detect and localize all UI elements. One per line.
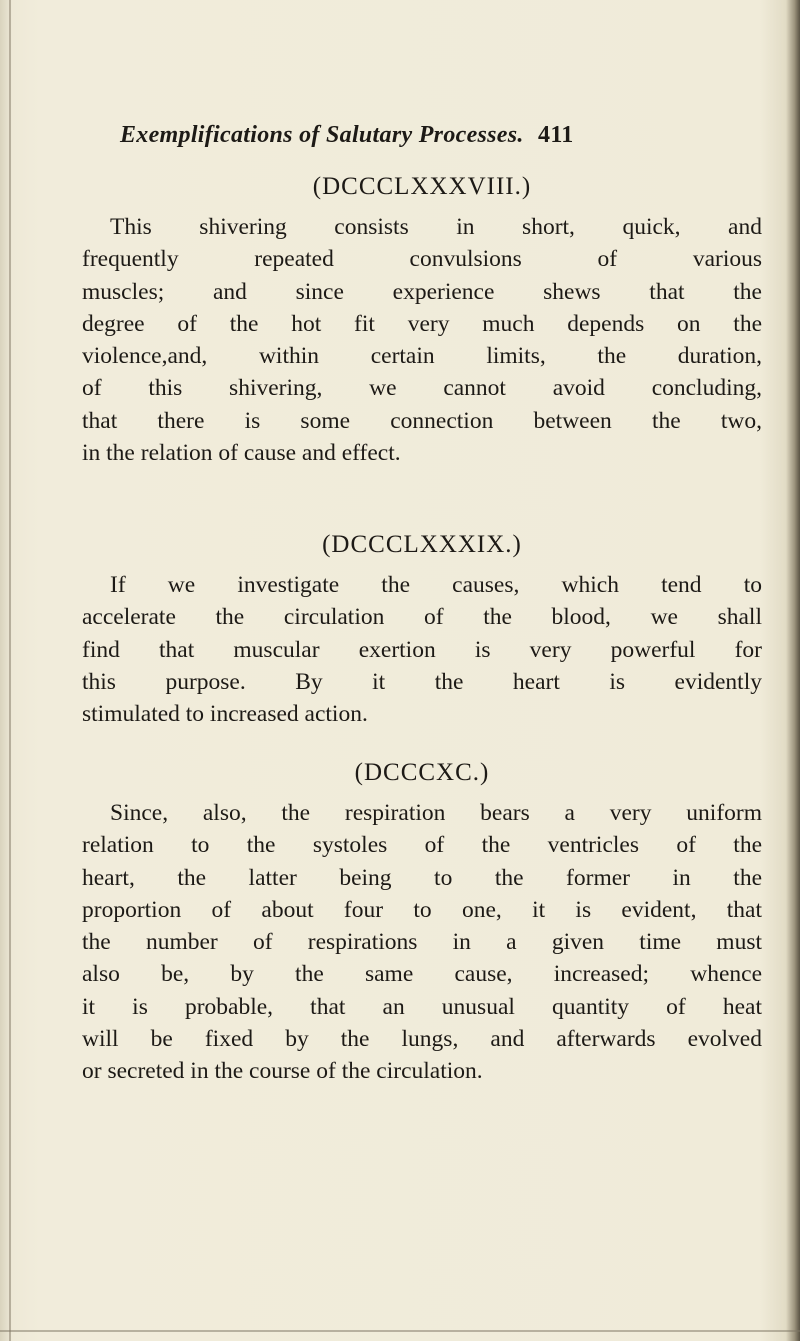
text-line: this purpose. By it the heart is evidently: [82, 668, 762, 695]
text-line: violence,and, within certain limits, the duration,: [82, 343, 762, 370]
spine-shadow: [786, 0, 800, 1341]
text-line: frequently repeated convulsions of various: [82, 246, 762, 273]
section-heading: (DCCCLXXXIX.): [322, 531, 522, 558]
section-dccclxxxviii: [82, 173, 762, 469]
text-line: accelerate the circulation of the blood, we shall: [82, 604, 762, 631]
text-line: the number of respirations in a given time must: [82, 929, 762, 956]
text-line: stimulated to increased action.: [82, 701, 368, 728]
text-line: that there is some connection between the two,: [82, 407, 762, 434]
section-paragraph: [82, 211, 762, 469]
section-heading: (DCCCXC.): [354, 759, 490, 786]
text-line: proportion of about four to one, it is evident, that: [82, 896, 762, 923]
text-line: If we investigate the causes, which tend to: [110, 572, 762, 598]
text-line: relation to the systoles of the ventricles of the: [82, 832, 762, 859]
bottom-edge-rule: [0, 1330, 800, 1332]
text-line: Since, also, the respiration bears a very uniform: [110, 800, 762, 826]
section-paragraph: [82, 569, 762, 730]
section-dcccxc: [82, 759, 762, 1088]
text-line: muscles; and since experience shews that the: [82, 278, 762, 305]
text-line: or secreted in the course of the circulation.: [82, 1058, 483, 1085]
text-line: of this shivering, we cannot avoid concluding,: [82, 375, 762, 402]
page-number: 411: [538, 122, 574, 148]
running-head: [120, 122, 750, 149]
text-line: find that muscular exertion is very powerful for: [82, 636, 762, 663]
section-dccclxxxix: [82, 531, 762, 730]
text-line: degree of the hot fit very much depends on the: [82, 310, 762, 337]
text-line: it is probable, that an unusual quantity of heat: [82, 993, 762, 1020]
text-line: heart, the latter being to the former in the: [82, 864, 762, 891]
section-paragraph: [82, 797, 762, 1088]
page-edge-rule: [9, 0, 11, 1341]
text-line: also be, by the same cause, increased; whence: [82, 961, 762, 988]
text-line: This shivering consists in short, quick, and: [110, 214, 762, 240]
text-line: in the relation of cause and effect.: [82, 440, 401, 467]
text-line: will be fixed by the lungs, and afterwards evolved: [82, 1026, 762, 1053]
running-head-title: Exemplifications of Salutary Processes.: [120, 122, 524, 148]
section-heading: (DCCCLXXXVIII.): [312, 173, 532, 200]
